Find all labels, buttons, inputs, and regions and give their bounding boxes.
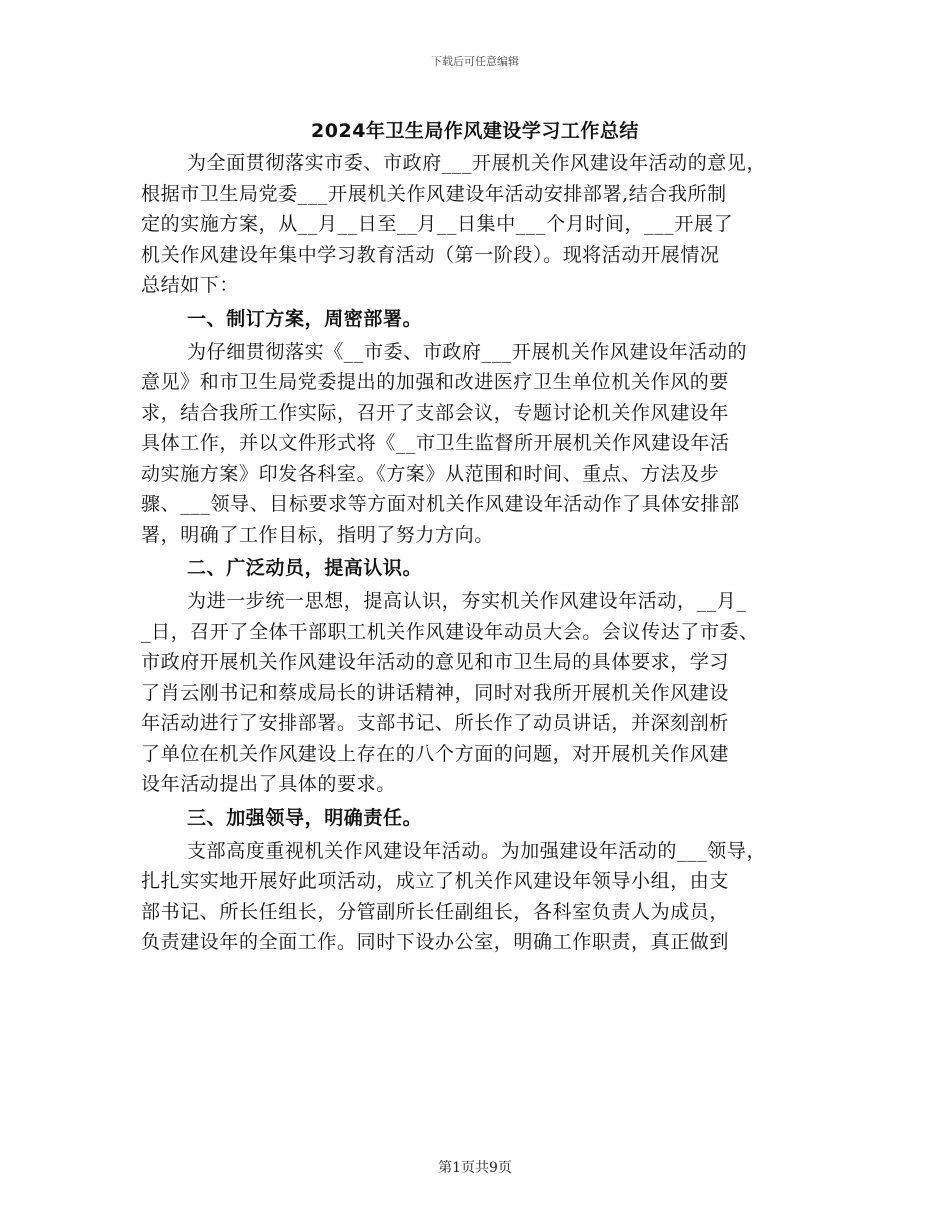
text-line: 为进一步统一思想，提高认识，夯实机关作风建设年活动，__月_ xyxy=(187,590,747,612)
text-line: 机关作风建设年集中学习教育活动（第一阶段）。现将活动开展情况 xyxy=(141,243,720,266)
text-line: 署，明确了工作目标，指明了努力方向。 xyxy=(141,523,494,546)
text-line: 动实施方案》印发各科室。《方案》从范围和时间、重点、方法及步 xyxy=(141,462,720,485)
text-line: 具体工作，并以文件形式将《__市卫生监督所开展机关作风建设年活 xyxy=(141,432,730,454)
text-line: 年活动进行了安排部署。支部书记、所长作了动员讲话，并深刻剖析 xyxy=(141,712,730,734)
document-body xyxy=(141,148,813,958)
text-line: 设年活动提出了具体的要求。 xyxy=(141,773,396,795)
document-title: 2024年卫生局作风建设学习工作总结 xyxy=(311,120,639,142)
text-line: 总结如下： xyxy=(141,274,240,296)
text-line: 了单位在机关作风建设上存在的八个方面的问题，对开展机关作风建 xyxy=(141,742,730,765)
text-line: 了肖云刚书记和蔡成局长的讲话精神，同时对我所开展机关作风建设 xyxy=(141,681,730,704)
text-line: 定的实施方案，从__月__日至__月__日集中___个月时间，___开展了 xyxy=(141,213,734,235)
page-number: 第1页共9页 xyxy=(438,1160,512,1176)
section-3 xyxy=(141,800,813,958)
text-line: _日，召开了全体干部职工机关作风建设年动员大会。会议传达了市委、 xyxy=(141,620,759,643)
text-line: 部书记、所长任组长，分管副所长任副组长，各科室负责人为成员， xyxy=(141,900,730,923)
section-2 xyxy=(141,550,813,800)
section-heading: 一、制订方案，周密部署。 xyxy=(187,307,423,330)
intro-paragraph xyxy=(141,148,813,301)
text-line: 为仔细贯彻落实《__市委、市政府___开展机关作风建设年活动的 xyxy=(187,340,748,363)
text-line: 为全面贯彻落实市委、市政府___开展机关作风建设年活动的意见， xyxy=(187,152,767,174)
text-line: 支部高度重视机关作风建设年活动。为加强建设年活动的___领导， xyxy=(187,839,767,862)
text-line: 负责建设年的全面工作。同时下设办公室，明确工作职责，真正做到 xyxy=(141,931,730,953)
text-line: 求，结合我所工作实际，召开了支部会议，专题讨论机关作风建设年 xyxy=(141,401,730,424)
text-line: 骤、___领导、目标要求等方面对机关作风建设年活动作了具体安排部 xyxy=(141,493,740,515)
section-1 xyxy=(141,301,813,551)
text-line: 市政府开展机关作风建设年活动的意见和市卫生局的具体要求，学习 xyxy=(141,651,730,673)
text-line: 意见》和市卫生局党委提出的加强和改进医疗卫生单位机关作风的要 xyxy=(141,371,730,393)
text-line: 扎扎实实地开展好此项活动，成立了机关作风建设年领导小组，由支 xyxy=(141,870,730,892)
section-heading: 二、广泛动员，提高认识。 xyxy=(187,557,423,579)
section-heading: 三、加强领导，明确责任。 xyxy=(187,806,423,829)
text-line: 根据市卫生局党委___开展机关作风建设年活动安排部署,结合我所制 xyxy=(141,182,727,205)
header-note: 下载后可任意编辑 xyxy=(431,55,519,68)
